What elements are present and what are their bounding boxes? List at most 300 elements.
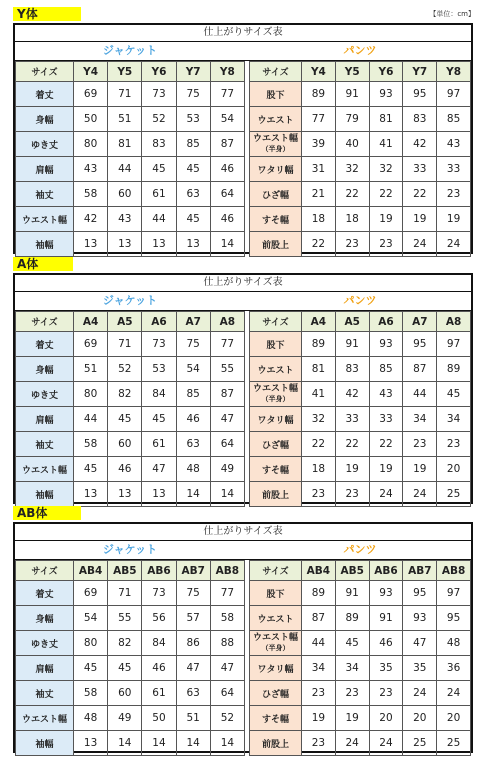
size-header-cell: Y6 bbox=[369, 62, 403, 82]
value-cell: 49 bbox=[210, 457, 244, 482]
value-cell: 91 bbox=[335, 581, 369, 606]
value-cell: 22 bbox=[403, 182, 437, 207]
jacket-table bbox=[15, 311, 245, 507]
value-cell: 87 bbox=[302, 606, 336, 631]
row-label: 着丈 bbox=[16, 332, 74, 357]
size-header-cell: A7 bbox=[176, 312, 210, 332]
row-label: 前股上 bbox=[250, 482, 302, 507]
value-cell: 91 bbox=[335, 82, 369, 107]
section-tag: Y体 bbox=[13, 7, 81, 21]
value-cell: 14 bbox=[210, 482, 244, 507]
value-cell: 24 bbox=[369, 731, 403, 756]
value-cell: 85 bbox=[369, 357, 403, 382]
value-cell: 77 bbox=[302, 107, 336, 132]
value-cell: 46 bbox=[210, 157, 244, 182]
pants-label: パンツ bbox=[343, 543, 377, 556]
size-header-cell: Y7 bbox=[176, 62, 210, 82]
value-cell: 22 bbox=[335, 432, 369, 457]
size-table-box bbox=[13, 522, 473, 753]
value-cell: 42 bbox=[403, 132, 437, 157]
row-label: 肩幅 bbox=[16, 157, 74, 182]
value-cell: 33 bbox=[335, 407, 369, 432]
value-cell: 81 bbox=[108, 132, 142, 157]
value-cell: 69 bbox=[74, 332, 108, 357]
value-cell: 81 bbox=[369, 107, 403, 132]
row-label-main: ウエスト幅 bbox=[252, 134, 298, 144]
value-cell: 88 bbox=[210, 631, 244, 656]
value-cell: 97 bbox=[437, 581, 471, 606]
value-cell: 39 bbox=[302, 132, 336, 157]
jacket-label: ジャケット bbox=[102, 543, 158, 556]
value-cell: 23 bbox=[335, 681, 369, 706]
pants-table bbox=[249, 311, 471, 507]
value-cell: 46 bbox=[369, 631, 403, 656]
section-tag: AB体 bbox=[13, 506, 81, 520]
pants-table bbox=[249, 61, 471, 257]
size-table-box bbox=[13, 273, 473, 504]
row-label bbox=[250, 382, 302, 407]
value-cell: 34 bbox=[403, 407, 437, 432]
row-label: ひざ幅 bbox=[250, 182, 302, 207]
row-label bbox=[250, 132, 302, 157]
value-cell: 95 bbox=[403, 332, 437, 357]
value-cell: 24 bbox=[369, 482, 403, 507]
jacket-table bbox=[15, 560, 245, 756]
value-cell: 13 bbox=[74, 482, 108, 507]
value-cell: 47 bbox=[210, 656, 244, 681]
value-cell: 25 bbox=[403, 731, 437, 756]
row-label: 股下 bbox=[250, 581, 302, 606]
value-cell: 73 bbox=[142, 581, 176, 606]
value-cell: 45 bbox=[142, 157, 176, 182]
value-cell: 19 bbox=[437, 207, 471, 232]
value-cell: 46 bbox=[142, 656, 176, 681]
value-cell: 33 bbox=[369, 407, 403, 432]
value-cell: 44 bbox=[302, 631, 336, 656]
value-cell: 86 bbox=[176, 631, 210, 656]
value-cell: 40 bbox=[335, 132, 369, 157]
size-header-cell: AB7 bbox=[403, 561, 437, 581]
row-label: 袖幅 bbox=[16, 232, 74, 257]
value-cell: 50 bbox=[74, 107, 108, 132]
value-cell: 25 bbox=[437, 482, 471, 507]
row-label: すそ幅 bbox=[250, 457, 302, 482]
value-cell: 81 bbox=[302, 357, 336, 382]
row-label-sub: （半身） bbox=[261, 395, 290, 403]
value-cell: 73 bbox=[142, 332, 176, 357]
row-label: 前股上 bbox=[250, 232, 302, 257]
value-cell: 14 bbox=[108, 731, 142, 756]
value-cell: 45 bbox=[437, 382, 471, 407]
value-cell: 87 bbox=[210, 382, 244, 407]
value-cell: 47 bbox=[210, 407, 244, 432]
value-cell: 64 bbox=[210, 182, 244, 207]
value-cell: 36 bbox=[437, 656, 471, 681]
value-cell: 20 bbox=[369, 706, 403, 731]
value-cell: 21 bbox=[302, 182, 336, 207]
value-cell: 45 bbox=[176, 207, 210, 232]
value-cell: 45 bbox=[74, 457, 108, 482]
row-label: 着丈 bbox=[16, 581, 74, 606]
size-header-cell: Y6 bbox=[142, 62, 176, 82]
value-cell: 93 bbox=[369, 82, 403, 107]
value-cell: 55 bbox=[108, 606, 142, 631]
value-cell: 33 bbox=[403, 157, 437, 182]
row-label: ウエスト bbox=[250, 357, 302, 382]
value-cell: 23 bbox=[369, 681, 403, 706]
value-cell: 14 bbox=[176, 482, 210, 507]
size-header-cell: Y8 bbox=[210, 62, 244, 82]
value-cell: 19 bbox=[335, 457, 369, 482]
value-cell: 73 bbox=[142, 82, 176, 107]
value-cell: 43 bbox=[74, 157, 108, 182]
value-cell: 97 bbox=[437, 82, 471, 107]
value-cell: 20 bbox=[437, 706, 471, 731]
size-header-cell: AB4 bbox=[302, 561, 336, 581]
value-cell: 44 bbox=[108, 157, 142, 182]
size-header: サイズ bbox=[16, 62, 74, 82]
value-cell: 41 bbox=[369, 132, 403, 157]
pants-label: パンツ bbox=[343, 294, 377, 307]
value-cell: 87 bbox=[403, 357, 437, 382]
value-cell: 33 bbox=[437, 157, 471, 182]
value-cell: 14 bbox=[210, 731, 244, 756]
value-cell: 80 bbox=[74, 382, 108, 407]
size-header-cell: Y4 bbox=[74, 62, 108, 82]
value-cell: 20 bbox=[437, 457, 471, 482]
value-cell: 35 bbox=[403, 656, 437, 681]
row-label: すそ幅 bbox=[250, 207, 302, 232]
value-cell: 43 bbox=[437, 132, 471, 157]
value-cell: 80 bbox=[74, 132, 108, 157]
section-tag: A体 bbox=[13, 257, 73, 271]
value-cell: 19 bbox=[403, 207, 437, 232]
value-cell: 87 bbox=[210, 132, 244, 157]
value-cell: 13 bbox=[176, 232, 210, 257]
value-cell: 23 bbox=[335, 232, 369, 257]
size-header-cell: A6 bbox=[369, 312, 403, 332]
value-cell: 44 bbox=[403, 382, 437, 407]
size-header-cell: AB8 bbox=[210, 561, 244, 581]
value-cell: 83 bbox=[403, 107, 437, 132]
value-cell: 75 bbox=[176, 332, 210, 357]
value-cell: 85 bbox=[176, 132, 210, 157]
value-cell: 54 bbox=[176, 357, 210, 382]
value-cell: 22 bbox=[369, 432, 403, 457]
row-label: ワタリ幅 bbox=[250, 407, 302, 432]
value-cell: 85 bbox=[437, 107, 471, 132]
value-cell: 19 bbox=[369, 207, 403, 232]
value-cell: 32 bbox=[369, 157, 403, 182]
value-cell: 82 bbox=[108, 382, 142, 407]
value-cell: 23 bbox=[302, 731, 336, 756]
value-cell: 51 bbox=[176, 706, 210, 731]
value-cell: 46 bbox=[176, 407, 210, 432]
row-label: 袖丈 bbox=[16, 681, 74, 706]
value-cell: 83 bbox=[142, 132, 176, 157]
value-cell: 82 bbox=[108, 631, 142, 656]
value-cell: 58 bbox=[210, 606, 244, 631]
value-cell: 14 bbox=[210, 232, 244, 257]
value-cell: 46 bbox=[108, 457, 142, 482]
value-cell: 42 bbox=[74, 207, 108, 232]
row-label-main: ウエスト幅 bbox=[252, 384, 298, 394]
value-cell: 32 bbox=[335, 157, 369, 182]
size-header-cell: A4 bbox=[74, 312, 108, 332]
jacket-table bbox=[15, 61, 245, 257]
value-cell: 60 bbox=[108, 182, 142, 207]
value-cell: 89 bbox=[335, 606, 369, 631]
value-cell: 52 bbox=[142, 107, 176, 132]
value-cell: 53 bbox=[142, 357, 176, 382]
row-label bbox=[250, 631, 302, 656]
value-cell: 56 bbox=[142, 606, 176, 631]
value-cell: 32 bbox=[302, 407, 336, 432]
value-cell: 97 bbox=[437, 332, 471, 357]
row-label: 身幅 bbox=[16, 107, 74, 132]
value-cell: 13 bbox=[74, 232, 108, 257]
value-cell: 23 bbox=[335, 482, 369, 507]
value-cell: 58 bbox=[74, 681, 108, 706]
value-cell: 45 bbox=[108, 656, 142, 681]
row-label: 前股上 bbox=[250, 731, 302, 756]
value-cell: 18 bbox=[335, 207, 369, 232]
value-cell: 50 bbox=[142, 706, 176, 731]
row-label-sub: （半身） bbox=[261, 145, 290, 153]
size-header-cell: AB7 bbox=[176, 561, 210, 581]
row-label: ウエスト幅 bbox=[16, 207, 74, 232]
row-label: ゆき丈 bbox=[16, 631, 74, 656]
value-cell: 63 bbox=[176, 681, 210, 706]
value-cell: 95 bbox=[437, 606, 471, 631]
pants-label: パンツ bbox=[343, 44, 377, 57]
value-cell: 77 bbox=[210, 581, 244, 606]
value-cell: 89 bbox=[302, 82, 336, 107]
value-cell: 19 bbox=[369, 457, 403, 482]
value-cell: 47 bbox=[403, 631, 437, 656]
row-label: 袖幅 bbox=[16, 731, 74, 756]
value-cell: 22 bbox=[302, 232, 336, 257]
value-cell: 75 bbox=[176, 82, 210, 107]
size-header-cell: AB5 bbox=[108, 561, 142, 581]
value-cell: 42 bbox=[335, 382, 369, 407]
unit-note: 【単位：cm】 bbox=[429, 10, 475, 18]
value-cell: 19 bbox=[403, 457, 437, 482]
value-cell: 77 bbox=[210, 82, 244, 107]
value-cell: 83 bbox=[335, 357, 369, 382]
value-cell: 25 bbox=[437, 731, 471, 756]
size-header-cell: Y7 bbox=[403, 62, 437, 82]
row-label: ウエスト幅 bbox=[16, 457, 74, 482]
value-cell: 18 bbox=[302, 207, 336, 232]
value-cell: 89 bbox=[437, 357, 471, 382]
value-cell: 23 bbox=[302, 681, 336, 706]
value-cell: 60 bbox=[108, 681, 142, 706]
value-cell: 48 bbox=[74, 706, 108, 731]
value-cell: 47 bbox=[142, 457, 176, 482]
size-header-cell: A7 bbox=[403, 312, 437, 332]
size-header: サイズ bbox=[16, 312, 74, 332]
value-cell: 13 bbox=[142, 232, 176, 257]
row-label: ワタリ幅 bbox=[250, 656, 302, 681]
value-cell: 13 bbox=[74, 731, 108, 756]
value-cell: 54 bbox=[74, 606, 108, 631]
value-cell: 14 bbox=[176, 731, 210, 756]
value-cell: 63 bbox=[176, 432, 210, 457]
row-label: ワタリ幅 bbox=[250, 157, 302, 182]
row-label: 股下 bbox=[250, 82, 302, 107]
row-label: 袖丈 bbox=[16, 182, 74, 207]
row-label: ひざ幅 bbox=[250, 432, 302, 457]
value-cell: 51 bbox=[74, 357, 108, 382]
value-cell: 19 bbox=[302, 706, 336, 731]
value-cell: 49 bbox=[108, 706, 142, 731]
value-cell: 58 bbox=[74, 432, 108, 457]
row-label: ひざ幅 bbox=[250, 681, 302, 706]
row-label: ゆき丈 bbox=[16, 382, 74, 407]
size-header: サイズ bbox=[250, 312, 302, 332]
value-cell: 14 bbox=[142, 731, 176, 756]
value-cell: 41 bbox=[302, 382, 336, 407]
size-header-cell: A6 bbox=[142, 312, 176, 332]
value-cell: 22 bbox=[302, 432, 336, 457]
row-label: 股下 bbox=[250, 332, 302, 357]
value-cell: 51 bbox=[108, 107, 142, 132]
size-header-cell: Y5 bbox=[335, 62, 369, 82]
row-label: 身幅 bbox=[16, 606, 74, 631]
row-label: 着丈 bbox=[16, 82, 74, 107]
value-cell: 61 bbox=[142, 182, 176, 207]
row-label: ゆき丈 bbox=[16, 132, 74, 157]
row-label-sub: （半身） bbox=[261, 644, 290, 652]
value-cell: 69 bbox=[74, 581, 108, 606]
value-cell: 69 bbox=[74, 82, 108, 107]
row-label: すそ幅 bbox=[250, 706, 302, 731]
value-cell: 13 bbox=[108, 482, 142, 507]
size-header-cell: AB8 bbox=[437, 561, 471, 581]
value-cell: 34 bbox=[335, 656, 369, 681]
row-label: 身幅 bbox=[16, 357, 74, 382]
value-cell: 43 bbox=[369, 382, 403, 407]
row-label: ウエスト bbox=[250, 107, 302, 132]
value-cell: 71 bbox=[108, 82, 142, 107]
value-cell: 91 bbox=[335, 332, 369, 357]
value-cell: 44 bbox=[74, 407, 108, 432]
value-cell: 24 bbox=[403, 232, 437, 257]
value-cell: 93 bbox=[369, 581, 403, 606]
value-cell: 47 bbox=[176, 656, 210, 681]
value-cell: 52 bbox=[108, 357, 142, 382]
table-title: 仕上がりサイズ表 bbox=[15, 275, 471, 292]
value-cell: 23 bbox=[369, 232, 403, 257]
value-cell: 84 bbox=[142, 631, 176, 656]
value-cell: 24 bbox=[403, 482, 437, 507]
size-header-cell: AB6 bbox=[142, 561, 176, 581]
size-header-cell: A8 bbox=[437, 312, 471, 332]
value-cell: 48 bbox=[437, 631, 471, 656]
value-cell: 95 bbox=[403, 581, 437, 606]
value-cell: 84 bbox=[142, 382, 176, 407]
value-cell: 71 bbox=[108, 581, 142, 606]
value-cell: 89 bbox=[302, 581, 336, 606]
value-cell: 61 bbox=[142, 681, 176, 706]
value-cell: 45 bbox=[335, 631, 369, 656]
value-cell: 19 bbox=[335, 706, 369, 731]
value-cell: 93 bbox=[369, 332, 403, 357]
value-cell: 34 bbox=[302, 656, 336, 681]
value-cell: 24 bbox=[335, 731, 369, 756]
value-cell: 53 bbox=[176, 107, 210, 132]
size-header-cell: AB4 bbox=[74, 561, 108, 581]
value-cell: 77 bbox=[210, 332, 244, 357]
value-cell: 18 bbox=[302, 457, 336, 482]
value-cell: 57 bbox=[176, 606, 210, 631]
value-cell: 91 bbox=[369, 606, 403, 631]
row-label: 肩幅 bbox=[16, 407, 74, 432]
value-cell: 45 bbox=[108, 407, 142, 432]
row-label: 肩幅 bbox=[16, 656, 74, 681]
value-cell: 95 bbox=[403, 82, 437, 107]
size-header-cell: A8 bbox=[210, 312, 244, 332]
value-cell: 20 bbox=[403, 706, 437, 731]
size-header-cell: AB5 bbox=[335, 561, 369, 581]
row-label-main: ウエスト幅 bbox=[252, 633, 298, 643]
jacket-label: ジャケット bbox=[102, 294, 158, 307]
value-cell: 48 bbox=[176, 457, 210, 482]
value-cell: 22 bbox=[369, 182, 403, 207]
value-cell: 80 bbox=[74, 631, 108, 656]
size-header-cell: Y8 bbox=[437, 62, 471, 82]
value-cell: 31 bbox=[302, 157, 336, 182]
value-cell: 64 bbox=[210, 432, 244, 457]
value-cell: 34 bbox=[437, 407, 471, 432]
value-cell: 79 bbox=[335, 107, 369, 132]
row-label: ウエスト bbox=[250, 606, 302, 631]
value-cell: 24 bbox=[437, 681, 471, 706]
value-cell: 45 bbox=[74, 656, 108, 681]
value-cell: 61 bbox=[142, 432, 176, 457]
table-title: 仕上がりサイズ表 bbox=[15, 25, 471, 42]
jacket-label: ジャケット bbox=[102, 44, 158, 57]
value-cell: 35 bbox=[369, 656, 403, 681]
value-cell: 45 bbox=[142, 407, 176, 432]
value-cell: 13 bbox=[142, 482, 176, 507]
value-cell: 75 bbox=[176, 581, 210, 606]
value-cell: 22 bbox=[335, 182, 369, 207]
value-cell: 23 bbox=[437, 182, 471, 207]
size-header-cell: A5 bbox=[108, 312, 142, 332]
pants-table bbox=[249, 560, 471, 756]
value-cell: 85 bbox=[176, 382, 210, 407]
size-header: サイズ bbox=[16, 561, 74, 581]
value-cell: 13 bbox=[108, 232, 142, 257]
size-table-box bbox=[13, 23, 473, 254]
size-header: サイズ bbox=[250, 62, 302, 82]
value-cell: 44 bbox=[142, 207, 176, 232]
value-cell: 64 bbox=[210, 681, 244, 706]
size-header-cell: AB6 bbox=[369, 561, 403, 581]
size-header-cell: Y4 bbox=[302, 62, 336, 82]
value-cell: 71 bbox=[108, 332, 142, 357]
size-header-cell: Y5 bbox=[108, 62, 142, 82]
value-cell: 23 bbox=[437, 432, 471, 457]
value-cell: 58 bbox=[74, 182, 108, 207]
value-cell: 43 bbox=[108, 207, 142, 232]
value-cell: 60 bbox=[108, 432, 142, 457]
value-cell: 55 bbox=[210, 357, 244, 382]
value-cell: 63 bbox=[176, 182, 210, 207]
size-header-cell: A5 bbox=[335, 312, 369, 332]
